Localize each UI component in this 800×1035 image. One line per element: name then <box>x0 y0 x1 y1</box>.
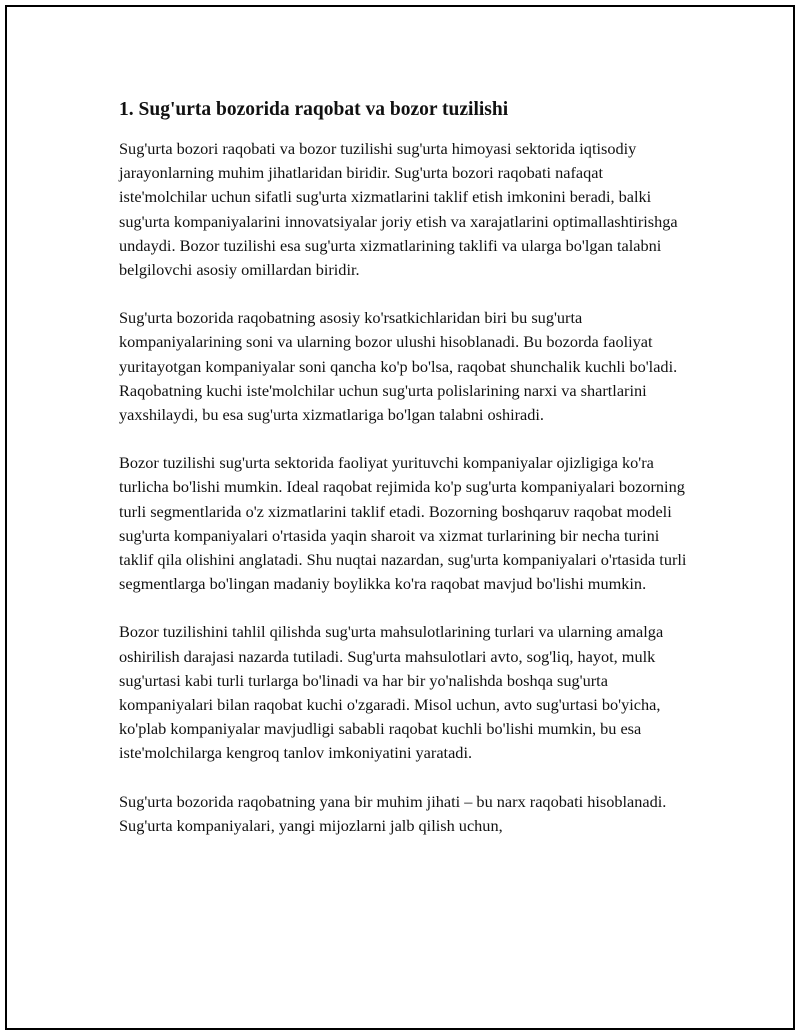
paragraph: Bozor tuzilishi sug'urta sektorida faoliyat yurituvchi kompaniyalar ojizligiga ko'ra turlicha bo'lishi mumkin. Ideal raqobat rejimida ko'p sug'urta kompaniyalari bozorning turli segmentlarida o'z xizmatlarini taklif etadi. Bozorning boshqaruv raqobat modeli sug'urta kompaniyalari o'rtasida yaqin sharoit va xizmat turlarining bir necha turini taklif qila olishini anglatadi. Shu nuqtai nazardan, sug'urta kompaniyalari o'rtasida turli segmentlarga bo'lingan madaniy boylikka ko'ra raqobat mavjud bo'lishi mumkin. <box>119 453 687 594</box>
paragraph: Sug'urta bozori raqobati va bozor tuzilishi sug'urta himoyasi sektorida iqtisodiy jarayonlarning muhim jihatlaridan biridir. Sug'urta bozori raqobati nafaqat iste'molchilar uchun sifatli sug'urta xizmatlarini taklif etish imkonini beradi, balki sug'urta kompaniyalarini innovatsiyalar joriy etish va xarajatlarini optimallashtirishga undaydi. Bozor tuzilishi esa sug'urta xizmatlarining taklifi va ularga bo'lgan talabni belgilovchi asosiy omillardan biridir. <box>119 139 678 280</box>
document-body <box>119 97 691 862</box>
section-heading: 1. Sug'urta bozorida raqobat va bozor tuzilishi <box>119 99 509 120</box>
document-page <box>5 5 795 1030</box>
paragraph: Bozor tuzilishini tahlil qilishda sug'urta mahsulotlarining turlari va ularning amalga oshirilish darajasi nazarda tutiladi. Sug'urta mahsulotlari avto, sog'liq, hayot, mulk sug'urtasi kabi turli turlarga bo'linadi va har bir yo'nalishda boshqa sug'urta kompaniyalari bilan raqobat kuchi o'zgaradi. Misol uchun, avto sug'urtasi bo'yicha, ko'plab kompaniyalar mavjudligi sababli raqobat kuchli bo'lishi mumkin, bu esa iste'molchilarga kengroq tanlov imkoniyatini yaratadi. <box>119 622 664 763</box>
paragraph: Sug'urta bozorida raqobatning yana bir muhim jihati – bu narx raqobati hisoblanadi. Sug'urta kompaniyalari, yangi mijozlarni jalb qilish uchun, <box>119 791 667 835</box>
paragraph: Sug'urta bozorida raqobatning asosiy ko'rsatkichlaridan biri bu sug'urta kompaniyalarining soni va ularning bozor ulushi hisoblanadi. Bu bozorda faoliyat yuritayotgan kompaniyalar soni qancha ko'p bo'lsa, raqobat shunchalik kuchli bo'ladi. Raqobatning kuchi iste'molchilar uchun sug'urta polislarining narxi va shartlarini yaxshilaydi, bu esa sug'urta xizmatlariga bo'lgan talabni oshiradi. <box>119 308 678 425</box>
